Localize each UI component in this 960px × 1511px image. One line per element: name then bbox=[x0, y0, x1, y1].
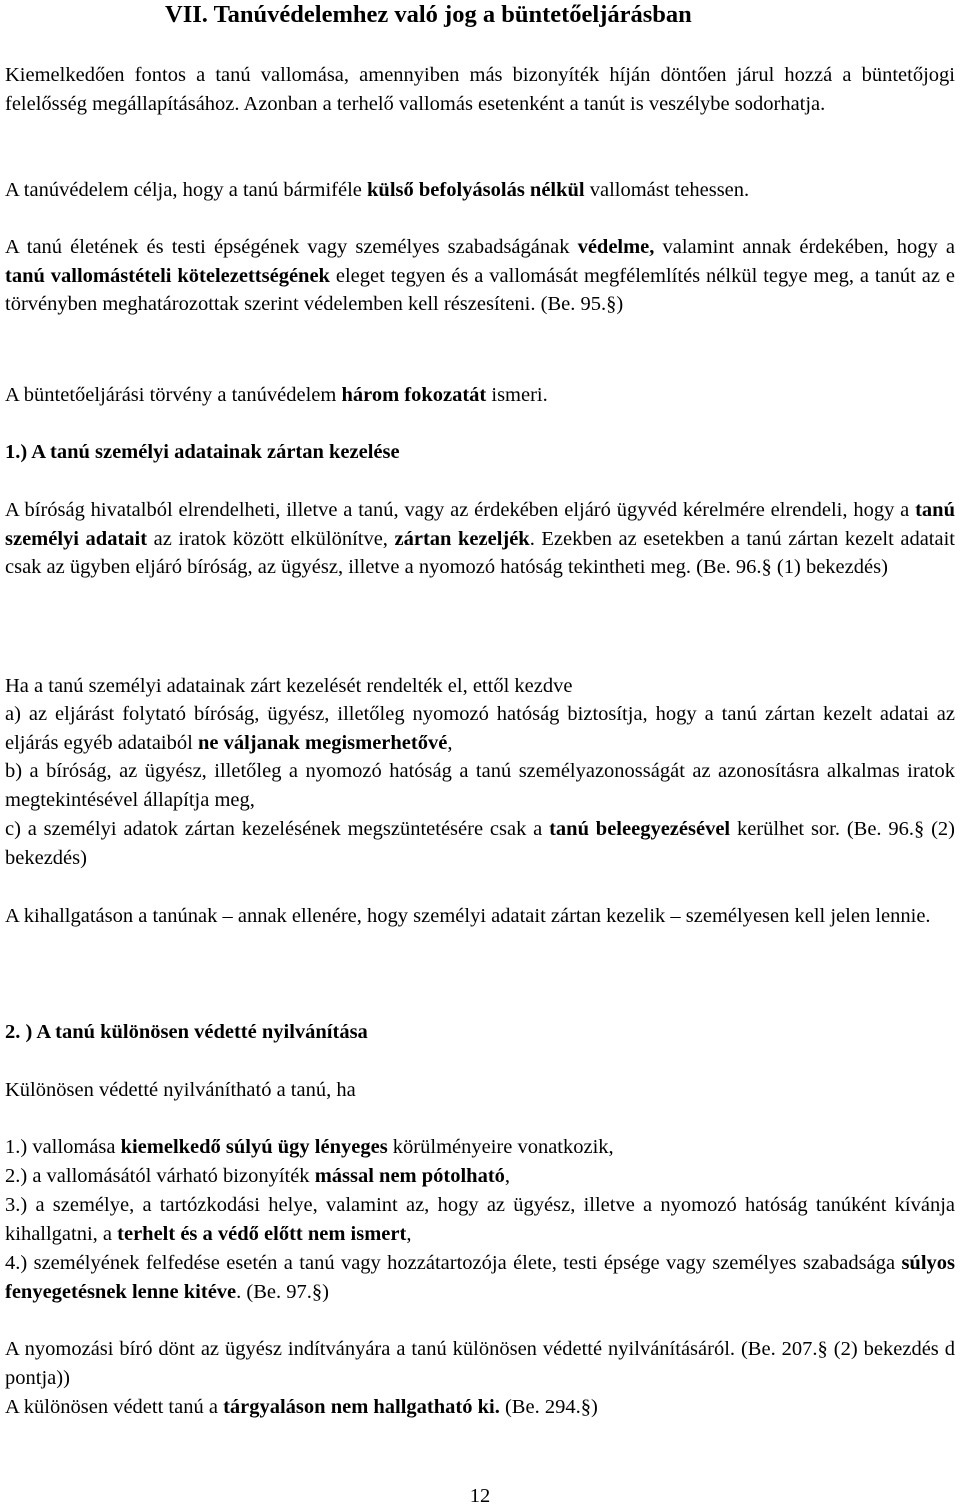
condition-1-text-c: körülményeire vonatkozik, bbox=[387, 1136, 614, 1158]
item-c-text-c: kerülhet sor. (Be. 96.§ (2) bekezdés) bbox=[5, 818, 955, 869]
page-title: VII. Tanúvédelemhez való jog a büntetőeljárásban bbox=[165, 1, 692, 28]
section1-item-c bbox=[5, 815, 955, 872]
condition-3 bbox=[5, 1191, 955, 1248]
section1-heading-text: 1.) A tanú személyi adatainak zártan kezelése bbox=[5, 441, 400, 463]
levels-text-post: ismeri. bbox=[486, 384, 548, 406]
intro-paragraph: Kiemelkedően fontos a tanú vallomása, amennyiben más bizonyíték híján döntően járul hozzá a büntetőjogi felelősség megállapításához. Azonban a terhelő vallomás esetenként a tanút is veszélybe sodorhatja. bbox=[5, 64, 955, 115]
condition-4-text-b: súlyos fenyegetésnek lenne kitéve bbox=[5, 1252, 955, 1303]
s2p2-text-a: A különösen védett tanú a bbox=[5, 1396, 224, 1418]
goal-text-bold: külső befolyásolás nélkül bbox=[367, 179, 585, 201]
section2-heading-text: 2. ) A tanú különösen védetté nyilvánítása bbox=[5, 1021, 368, 1043]
section2-paragraph2 bbox=[5, 1393, 955, 1422]
s2p2-text-b: tárgyaláson nem hallgatható ki. bbox=[223, 1396, 500, 1418]
condition-2-text-a: 2.) a vallomásától várható bizonyíték bbox=[5, 1165, 315, 1187]
condition-1-text-a: 1.) vallomása bbox=[5, 1136, 121, 1158]
s1p1-text-e: . Ezekben az esetekben a tanú zártan kezelt adatait csak az ügyben eljáró bíróság, az ügyész, illetve a nyomozó hatóság tekintheti meg. (Be. 96.§ (1) bekezdés) bbox=[5, 527, 955, 579]
protection-text-d: tanú vallomástételi kötelezettségének bbox=[5, 264, 330, 287]
goal-text-post: vallomást tehessen. bbox=[584, 179, 750, 201]
s1p1-text-b: tanú személyi adatait bbox=[5, 499, 955, 550]
section1-paragraph3: A kihallgatáson a tanúnak – annak ellenére, hogy személyi adatait zártan kezelik – személyesen kell jelen lennie. bbox=[5, 905, 931, 927]
item-a-text-c: , bbox=[447, 731, 453, 754]
s1p1-text-a: A bíróság hivatalból elrendelheti, illetve a tanú, vagy az érdekében eljáró ügyvéd kérelmére elrendeli, hogy a bbox=[5, 499, 916, 521]
page-number: 12 bbox=[469, 1485, 491, 1507]
item-c-text-b: tanú beleegyezésével bbox=[549, 818, 731, 840]
condition-2-text-c: , bbox=[504, 1165, 511, 1187]
condition-4-text-c: . (Be. 97.§) bbox=[236, 1280, 329, 1303]
section1-item-a bbox=[5, 700, 955, 757]
condition-4 bbox=[5, 1249, 955, 1306]
condition-2 bbox=[5, 1162, 955, 1191]
protection-text-a: A tanú életének és testi épségének vagy személyes szabadságának bbox=[5, 236, 578, 258]
protection-text-c: valamint annak érdekében, hogy a bbox=[654, 236, 955, 258]
condition-1 bbox=[5, 1133, 955, 1162]
levels-text-bold: három fokozatát bbox=[341, 384, 487, 406]
section2-paragraph1: A nyomozási bíró dönt az ügyész indítványára a tanú különösen védetté nyilvánításáról. (Be. 207.§ (2) bekezdés d pontja)) bbox=[5, 1338, 955, 1389]
levels-text-pre: A büntetőeljárási törvény a tanúvédelem bbox=[5, 384, 342, 406]
condition-1-text-b: kiemelkedő súlyú ügy lényeges bbox=[120, 1136, 388, 1158]
condition-3-text-c: , bbox=[406, 1222, 412, 1245]
section2-intro: Különösen védetté nyilvánítható a tanú, ha bbox=[5, 1079, 356, 1101]
goal-paragraph bbox=[5, 176, 955, 205]
s2p2-text-c: (Be. 294.§) bbox=[499, 1396, 598, 1418]
section1-paragraph2-intro: Ha a tanú személyi adatainak zárt kezelését rendelték el, ettől kezdve bbox=[5, 675, 573, 697]
condition-3-text-b: terhelt és a védő előtt nem ismert bbox=[117, 1222, 407, 1245]
s1p1-text-c: az iratok között elkülönítve, bbox=[147, 527, 395, 550]
condition-4-text-a: 4.) személyének felfedése esetén a tanú vagy hozzátartozója élete, testi épsége vagy személyes szabadsága bbox=[5, 1252, 902, 1274]
protection-text-b: védelme, bbox=[577, 236, 655, 258]
goal-text-pre: A tanúvédelem célja, hogy a tanú bármiféle bbox=[5, 179, 368, 201]
levels-paragraph bbox=[5, 381, 955, 410]
condition-2-text-b: mással nem pótolható bbox=[314, 1165, 505, 1187]
protection-text-e: eleget tegyen és a vallomását megfélemlítés nélkül tegye meg, a tanút az e törvényben meghatározottak szerint védelemben kell részesíteni. (Be. 95.§) bbox=[5, 264, 955, 316]
section1-item-b: b) a bíróság, az ügyész, illetőleg a nyomozó hatóság a tanú személyazonosságát az azonosításra alkalmas iratok megtekintésével állapítja meg, bbox=[5, 760, 955, 811]
item-a-text-b: ne váljanak megismerhetővé bbox=[197, 731, 448, 754]
s1p1-text-d: zártan kezeljék bbox=[394, 527, 530, 550]
section1-paragraph1 bbox=[5, 496, 955, 582]
protection-paragraph bbox=[5, 233, 955, 319]
section2-heading bbox=[5, 1018, 955, 1047]
item-c-text-a: c) a személyi adatok zártan kezelésének megszüntetésére csak a bbox=[5, 818, 550, 840]
item-a-text-a: a) az eljárást folytató bíróság, ügyész, illetőleg nyomozó hatóság biztosítja, hogy a tanú zártan kezelt adatai az eljárás egyéb adataiból bbox=[5, 703, 955, 754]
section1-heading bbox=[5, 438, 955, 467]
condition-3-text-a: 3.) a személye, a tartózkodási helye, valamint az, hogy az ügyész, illetve a nyomozó hatóság tanúként kívánja kihallgatni, a bbox=[5, 1194, 955, 1245]
